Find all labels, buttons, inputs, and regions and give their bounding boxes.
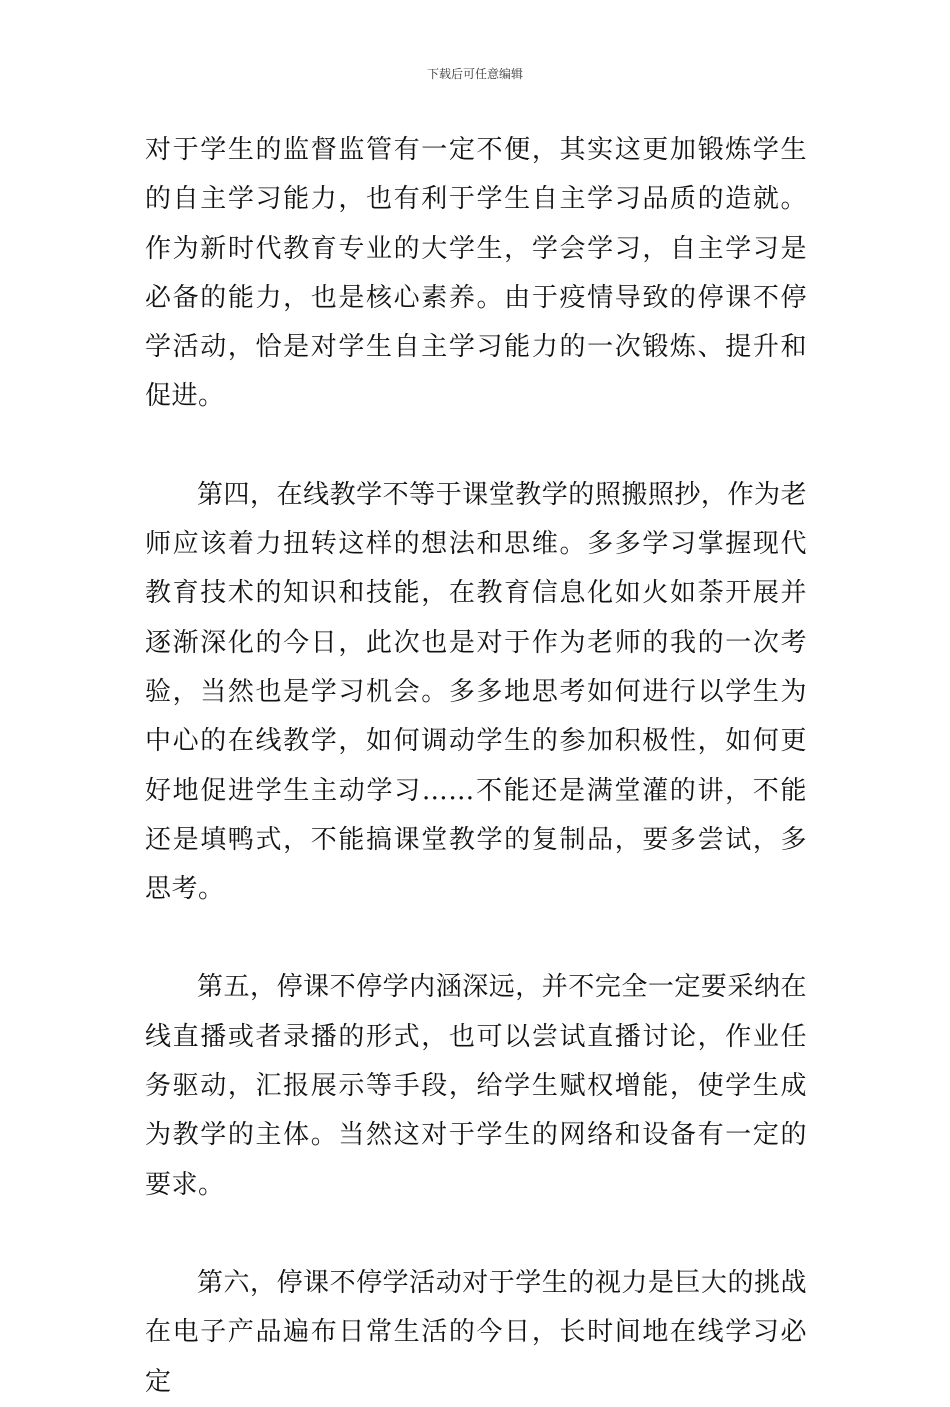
paragraph-sixth: 第六，停课不停学活动对于学生的视力是巨大的挑战在电子产品遍布日常生活的今日，长时间地在线学习必定 — [145, 1267, 807, 1397]
page-header: 下载后可任意编辑 — [426, 67, 523, 81]
document-body — [145, 126, 807, 1407]
paragraph-continuation: 对于学生的监督监管有一定不便，其实这更加锻炼学生的自主学习能力，也有利于学生自主学习品质的造就。作为新时代教育专业的大学生，学会学习，自主学习是必备的能力，也是核心素养。由于疫情导致的停课不停学活动，恰是对学生自主学习能力的一次锻炼、提升和促进。 — [145, 135, 807, 412]
paragraph-gap — [145, 422, 807, 471]
paragraph-fourth: 第四，在线教学不等于课堂教学的照搬照抄，作为老师应该着力扭转这样的想法和思维。多多学习掌握现代教育技术的知识和技能，在教育信息化如火如荼开展并逐渐深化的今日，此次也是对于作为老师的我的一次考验，当然也是学习机会。多多地思考如何进行以学生为中心的在线教学，如何调动学生的参加积极性，如何更好地促进学生主动学习……不能还是满堂灌的讲，不能还是填鸭式，不能搞课堂教学的复制品，要多尝试，多思考。 — [145, 479, 807, 905]
paragraph-gap — [145, 914, 807, 963]
paragraph-gap — [145, 1210, 807, 1259]
paragraph-fifth: 第五，停课不停学内涵深远，并不完全一定要采纳在线直播或者录播的形式，也可以尝试直播讨论，作业任务驱动，汇报展示等手段，给学生赋权增能，使学生成为教学的主体。当然这对于学生的网络和设备有一定的要求。 — [145, 972, 807, 1200]
